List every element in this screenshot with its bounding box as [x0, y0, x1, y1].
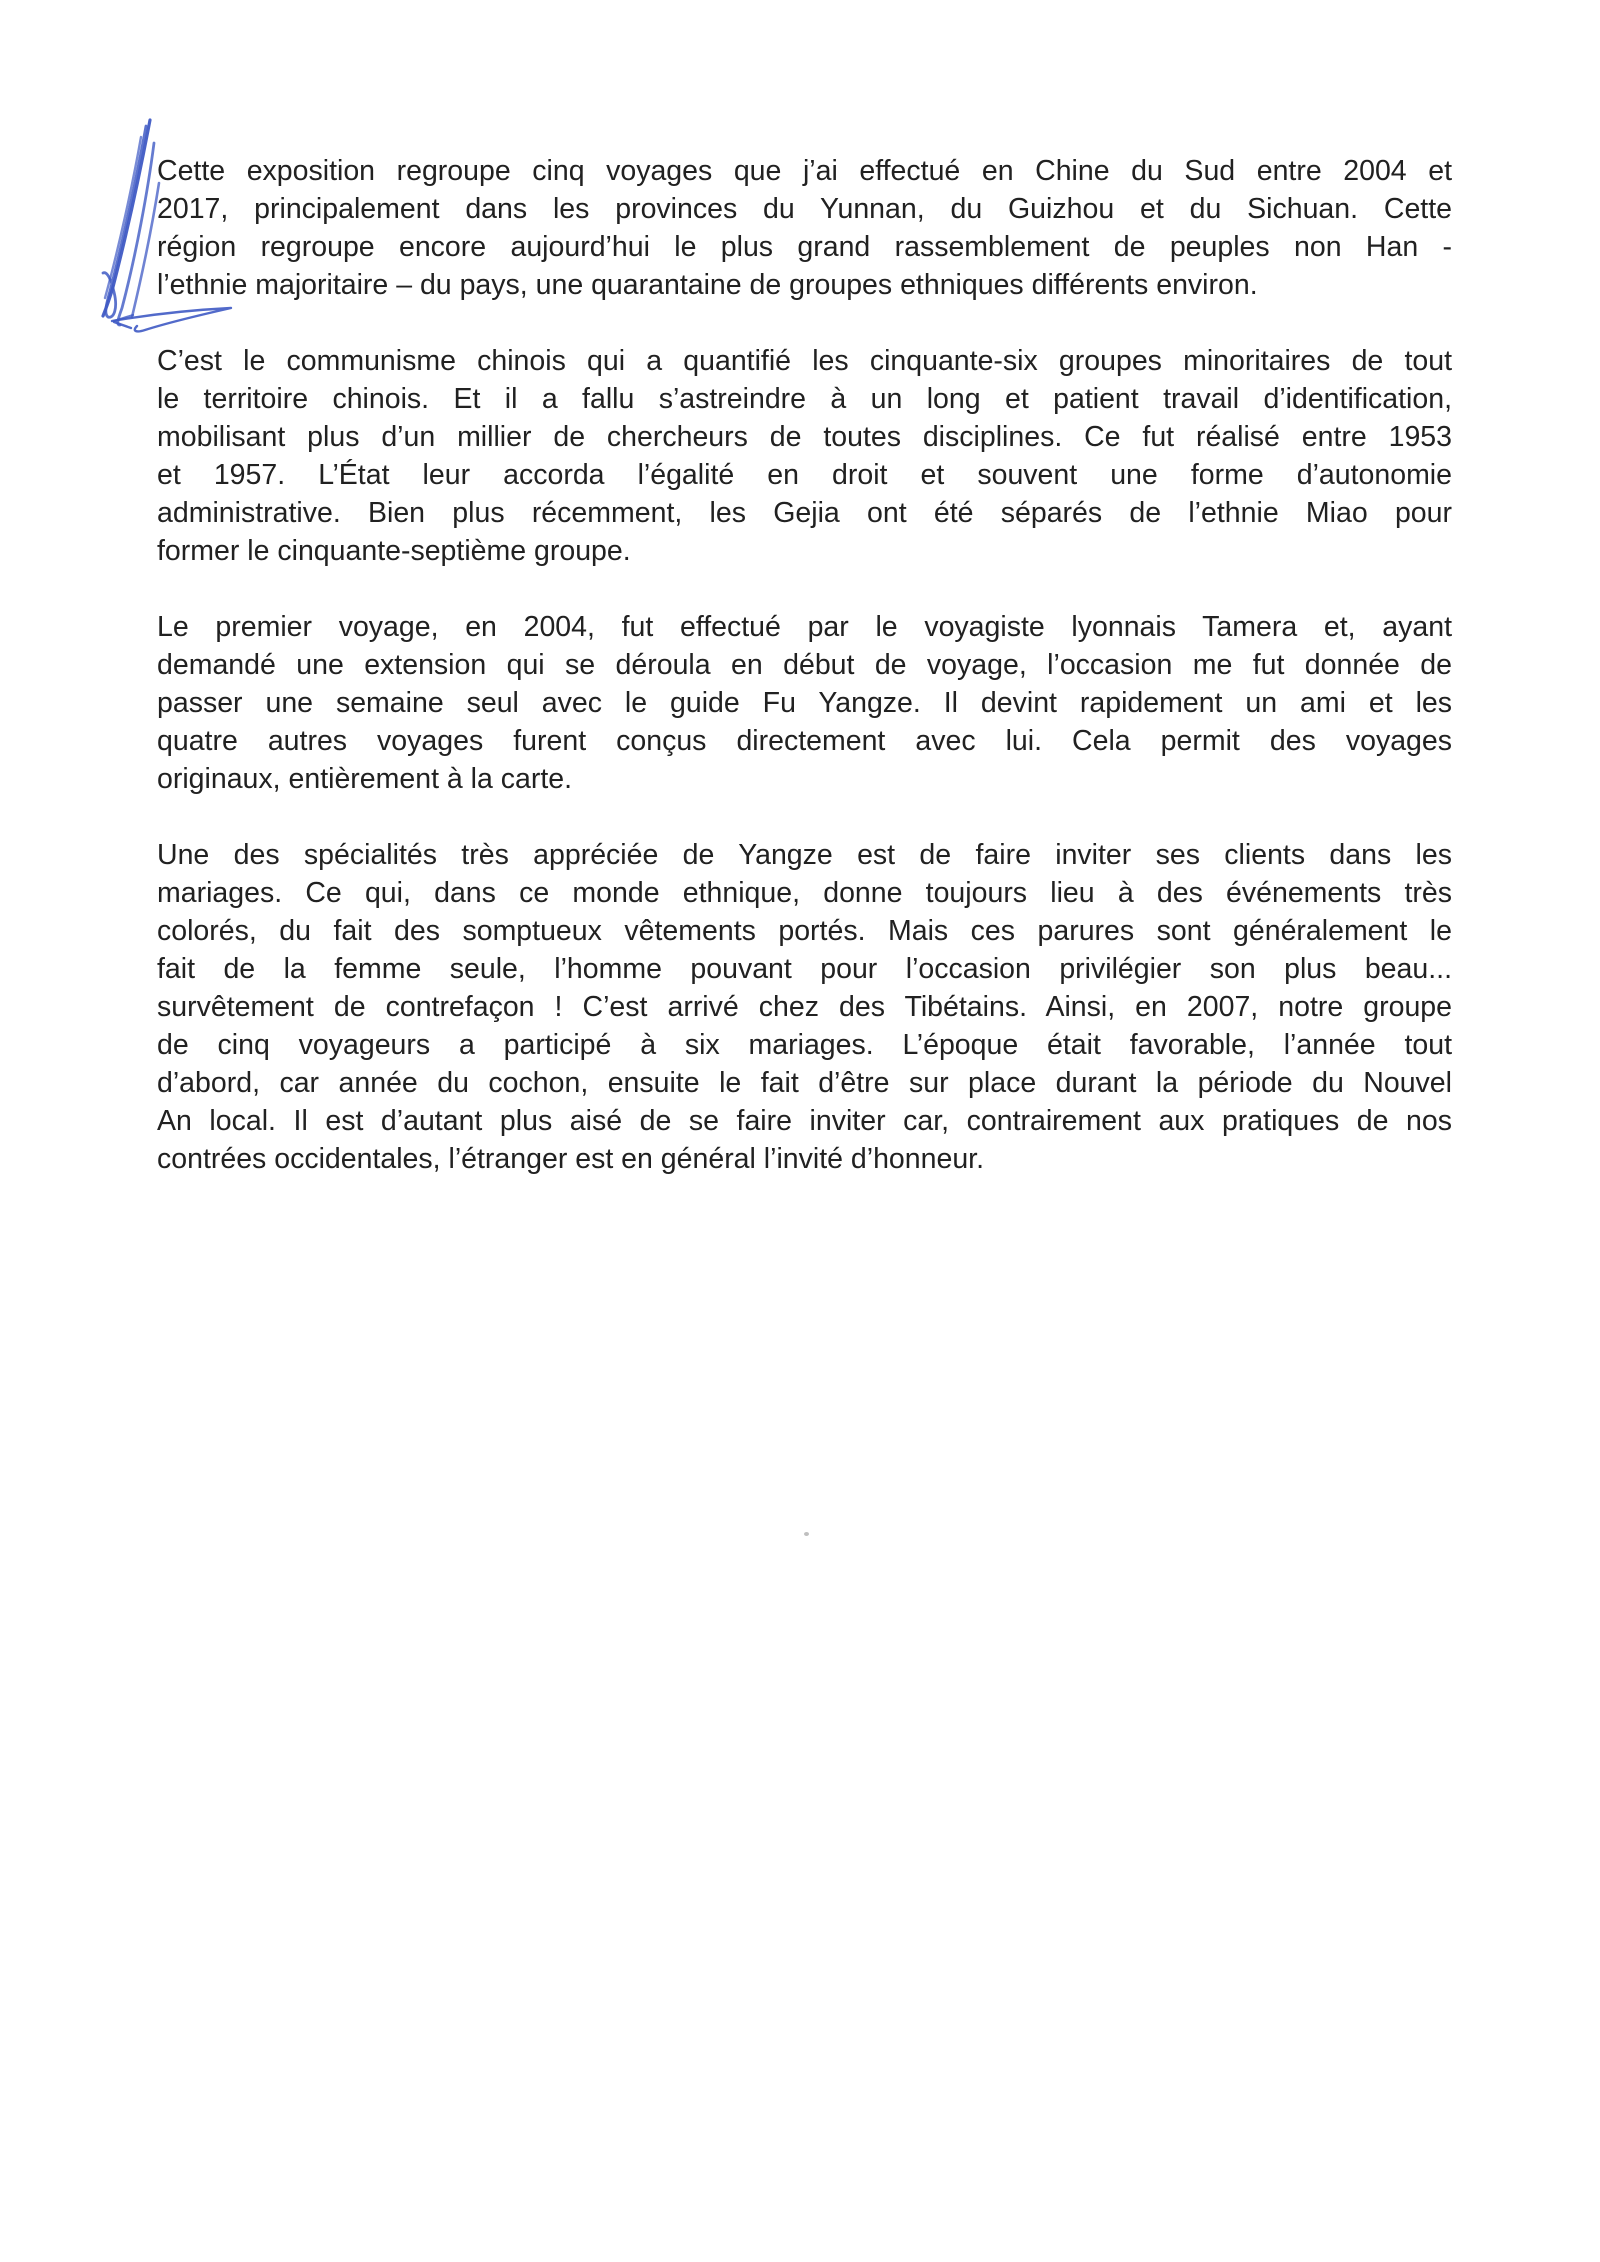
paragraph-1	[157, 152, 1452, 304]
text-line: An local. Il est d’autant plus aisé de se faire inviter car, contrairement aux pratiques de nos	[157, 1105, 1452, 1137]
document-text	[157, 152, 1452, 1216]
text-line: mariages. Ce qui, dans ce monde ethnique, donne toujours lieu à des événements très	[157, 877, 1452, 909]
text-line: l’ethnie majoritaire – du pays, une quarantaine de groupes ethniques différents environ.	[157, 269, 1258, 301]
text-line: C’est le communisme chinois qui a quantifié les cinquante-six groupes minoritaires de tout	[157, 345, 1452, 377]
text-line: mobilisant plus d’un millier de chercheurs de toutes disciplines. Ce fut réalisé entre 1953	[157, 421, 1452, 453]
text-line: administrative. Bien plus récemment, les Gejia ont été séparés de l’ethnie Miao pour	[157, 497, 1452, 529]
text-line: fait de la femme seule, l’homme pouvant pour l’occasion privilégier son plus beau...	[157, 953, 1452, 985]
paragraph-3	[157, 608, 1452, 798]
text-line: Cette exposition regroupe cinq voyages que j’ai effectué en Chine du Sud entre 2004 et	[157, 155, 1452, 187]
text-line: de cinq voyageurs a participé à six mariages. L’époque était favorable, l’année tout	[157, 1029, 1452, 1061]
pen-stroke	[114, 322, 131, 328]
text-line: survêtement de contrefaçon ! C’est arrivé chez des Tibétains. Ainsi, en 2007, notre groupe	[157, 991, 1452, 1023]
text-line: Une des spécialités très appréciée de Yangze est de faire inviter ses clients dans les	[157, 839, 1452, 871]
text-line: passer une semaine seul avec le guide Fu Yangze. Il devint rapidement un ami et les	[157, 687, 1452, 719]
text-line: originaux, entièrement à la carte.	[157, 763, 573, 795]
text-line: 2017, principalement dans les provinces du Yunnan, du Guizhou et du Sichuan. Cette	[157, 193, 1452, 225]
text-line: colorés, du fait des somptueux vêtements portés. Mais ces parures sont généralement le	[157, 915, 1452, 947]
paragraph-4	[157, 836, 1452, 1178]
pen-stroke	[105, 137, 141, 298]
paragraph-2	[157, 342, 1452, 570]
text-line: et 1957. L’État leur accorda l’égalité en droit et souvent une forme d’autonomie	[157, 459, 1452, 491]
text-line: quatre autres voyages furent conçus directement avec lui. Cela permit des voyages	[157, 725, 1452, 757]
text-line: région regroupe encore aujourd’hui le plus grand rassemblement de peuples non Han -	[157, 231, 1452, 263]
text-line: le territoire chinois. Et il a fallu s’astreindre à un long et patient travail d’identification,	[157, 383, 1452, 415]
scan-speck-artifact	[804, 1532, 809, 1536]
text-line: contrées occidentales, l’étranger est en général l’invité d’honneur.	[157, 1143, 985, 1175]
text-line: former le cinquante-septième groupe.	[157, 535, 631, 567]
text-line: Le premier voyage, en 2004, fut effectué par le voyagiste lyonnais Tamera et, ayant	[157, 611, 1452, 643]
text-line: demandé une extension qui se déroula en début de voyage, l’occasion me fut donnée de	[157, 649, 1452, 681]
text-line: d’abord, car année du cochon, ensuite le fait d’être sur place durant la période du Nouvel	[157, 1067, 1452, 1099]
